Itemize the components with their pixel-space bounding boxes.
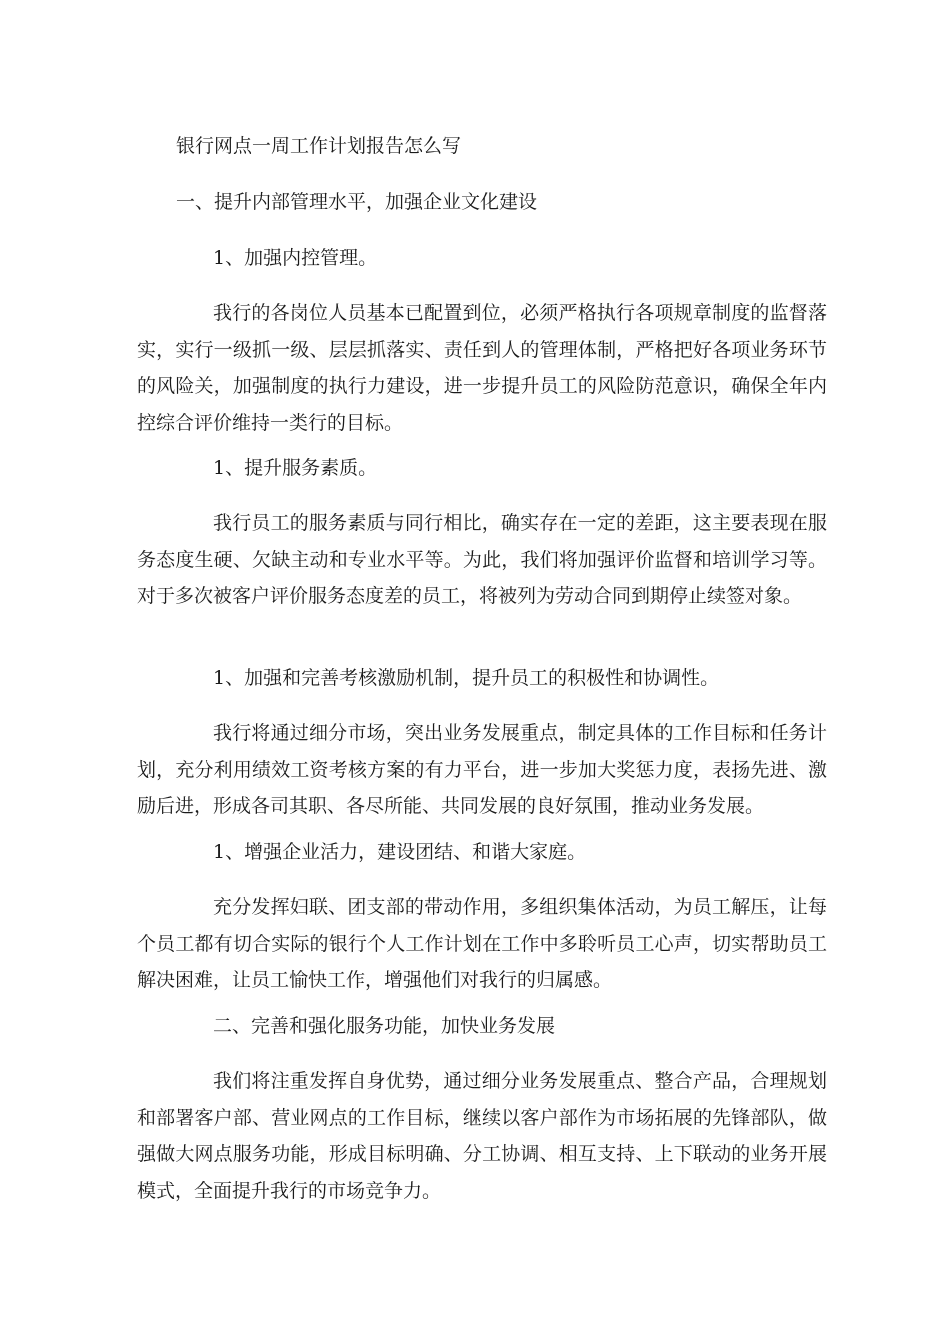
section-2-paragraph: 我们将注重发挥自身优势，通过细分业务发展重点、整合产品，合理规划和部署客户部、营业网点的工作目标，继续以客户部作为市场拓展的先锋部队，做强做大网点服务功能，形成目标明确、分工协调、相互支持、上下联动的业务开展模式，全面提升我行的市场竞争力。 <box>137 1070 827 1202</box>
item-4-paragraph: 充分发挥妇联、团支部的带动作用，多组织集体活动，为员工解压，让每个员工都有切合实际的银行个人工作计划在工作中多聆听员工心声，切实帮助员工解决困难，让员工愉快工作，增强他们对我行的归属感。 <box>137 896 827 991</box>
item-4-heading: 1、增强企业活力，建设团结、和谐大家庭。 <box>213 841 587 863</box>
section-2-heading: 二、完善和强化服务功能，加快业务发展 <box>213 1015 556 1037</box>
item-3-paragraph: 我行将通过细分市场，突出业务发展重点，制定具体的工作目标和任务计划，充分利用绩效工资考核方案的有力平台，进一步加大奖惩力度，表扬先进、激励后进，形成各司其职、各尽所能、共同发展的良好氛围，推动业务发展。 <box>137 722 827 817</box>
item-1-paragraph: 我行的各岗位人员基本已配置到位，必须严格执行各项规章制度的监督落实，实行一级抓一级、层层抓落实、责任到人的管理体制，严格把好各项业务环节的风险关，加强制度的执行力建设，进一步提升员工的风险防范意识，确保全年内控综合评价维持一类行的目标。 <box>137 302 827 434</box>
section-1-heading: 一、提升内部管理水平，加强企业文化建设 <box>176 191 538 213</box>
item-2-paragraph: 我行员工的服务素质与同行相比，确实存在一定的差距，这主要表现在服务态度生硬、欠缺主动和专业水平等。为此，我们将加强评价监督和培训学习等。对于多次被客户评价服务态度差的员工，将被列为劳动合同到期停止续签对象。 <box>137 512 827 607</box>
document-title: 银行网点一周工作计划报告怎么写 <box>176 135 462 157</box>
item-1-heading: 1、加强内控管理。 <box>213 247 378 269</box>
item-2-heading: 1、提升服务素质。 <box>213 457 378 479</box>
item-3-heading: 1、加强和完善考核激励机制，提升员工的积极性和协调性。 <box>213 667 720 689</box>
